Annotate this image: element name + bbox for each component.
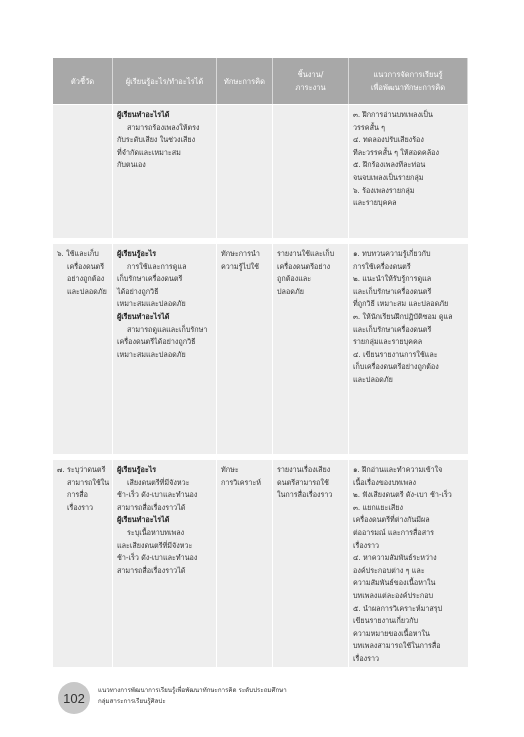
header-thinking-skill	[217, 58, 273, 104]
thinking-skill-cell	[217, 454, 273, 667]
header-text: ทักษะการคิด	[223, 76, 266, 86]
cell-text: รายกลุ่มและรายบุคคล	[353, 337, 423, 347]
cell-text: ๒. แนะนำให้รับรู้การดูแล	[353, 274, 432, 284]
cell-text: ๕. นำผลการวิเคราะห์มาสรุป	[353, 603, 443, 613]
cell-text: ทักษะ	[221, 465, 239, 474]
cell-text: บทเพลงแต่ละองค์ประกอบ	[353, 590, 434, 600]
cell-text: ได้อย่างถูกวิธี	[117, 286, 159, 296]
header-indicator	[53, 58, 113, 104]
indicator-cell	[53, 104, 113, 238]
cell-text: ทักษะการนำ	[221, 249, 260, 258]
cell-text: ความสัมพันธ์ของเนื้อหาใน	[353, 578, 436, 588]
thinking-skill-cell	[217, 238, 273, 454]
cell-text: เครื่องดนตรีได้อย่างถูกวิธี	[117, 337, 196, 347]
cell-text: กับตนเอง	[117, 160, 146, 170]
cell-text: ๓. แยกแยะเสียง	[353, 502, 403, 512]
footer-line-1: แนวทางการพัฒนาการเรียนรู้เพื่อพัฒนาทักษะการคิด ระดับประถมศึกษา	[98, 687, 287, 694]
cell-text: สามารถดูแลและเก็บรักษา	[127, 324, 208, 334]
cell-text: เครื่องดนตรี	[67, 261, 105, 271]
cell-text: วรรคสั้น ๆ	[353, 122, 386, 132]
header-text: แนวการจัดการเรียนรู้	[373, 70, 443, 79]
header-text: ชิ้นงาน/	[297, 70, 324, 79]
cell-text: กับระดับเสียง ในช่วงเสียง	[117, 135, 196, 145]
cell-text: ในการสื่อเรื่องราว	[277, 490, 333, 500]
cell-text: การใช้และการดูแล	[127, 261, 187, 271]
approach-cell	[349, 238, 468, 454]
cell-text: ผู้เรียนรู้อะไร	[117, 465, 157, 474]
work-cell	[273, 238, 349, 454]
cell-text: เครื่องดนตรีที่ต่างกันมีผล	[353, 515, 430, 525]
cell-text: การใช้เครื่องดนตรี	[353, 261, 411, 271]
curriculum-table	[53, 58, 468, 667]
indicator-cell	[53, 454, 113, 667]
cell-text: และรายบุคคล	[353, 198, 397, 208]
cell-text: อย่างถูกต้อง	[67, 274, 105, 284]
cell-text: สามารถสื่อเรื่องราวได้	[117, 565, 186, 575]
cell-text: เหมาะสมและปลอดภัย	[117, 299, 186, 309]
cell-text: ๓. ให้นักเรียนฝึกปฏิบัติซอม ดูแล	[353, 311, 453, 321]
header-text: ภาระงาน	[295, 83, 326, 92]
header-learning	[113, 58, 217, 104]
cell-text: ที่จำกัดและเหมาะสม	[117, 147, 181, 157]
cell-text: รายงานเรื่องเสียง	[277, 465, 331, 474]
cell-text: ทีละวรรคสั้น ๆ ให้สอดคล้อง	[353, 147, 439, 157]
work-cell	[273, 454, 349, 667]
cell-text: ผู้เรียนทำอะไรได้	[117, 110, 170, 119]
cell-text: บทเพลงสามารถใช้ในการสื่อ	[353, 641, 441, 651]
cell-text: เรื่องราว	[67, 502, 94, 512]
cell-text: เหมาะสมและปลอดภัย	[117, 349, 186, 359]
learning-cell	[113, 238, 217, 454]
cell-text: ผู้เรียนรู้อะไร	[117, 249, 157, 258]
cell-text: และปลอดภัย	[67, 286, 107, 296]
cell-text: และเสียงดนตรีที่มีจังหวะ	[117, 540, 193, 550]
cell-text: ๔. หาความสัมพันธ์ระหว่าง	[353, 553, 437, 563]
indicator-cell	[53, 238, 113, 454]
cell-text: เครื่องดนตรีอย่าง	[277, 261, 331, 271]
learning-cell	[113, 454, 217, 667]
cell-text: จนจบเพลงเป็นรายกลุ่ม	[353, 172, 424, 182]
page-number-badge	[58, 682, 90, 714]
cell-text: เขียนรายงานเกี่ยวกับ	[353, 616, 419, 626]
cell-text: สามารถร้องเพลงให้ตรง	[127, 122, 200, 132]
cell-text: การวิเคราะห์	[221, 477, 262, 487]
cell-text: ดนตรีสามารถใช้	[277, 477, 329, 487]
cell-text: ๑. ฝึกอ่านและทำความเข้าใจ	[353, 465, 443, 474]
thinking-skill-cell	[217, 104, 273, 238]
cell-text: ผู้เรียนทำอะไรได้	[117, 515, 170, 525]
header-approach	[349, 58, 468, 104]
cell-text: เรื่องราว	[353, 540, 380, 550]
cell-text: การสื่อ	[67, 490, 88, 500]
cell-text: ๖. ใช้และเก็บ	[57, 249, 99, 258]
cell-text: ๑. ทบทวนความรู้เกี่ยวกับ	[353, 249, 431, 258]
cell-text: ๒. ฟังเสียงดนตรี ดัง-เบา ช้า-เร็ว	[353, 490, 452, 500]
header-text: ตัวชี้วัด	[70, 76, 95, 86]
cell-text: ต่ออารมณ์ และการสื่อสาร	[353, 527, 435, 537]
cell-text: ช้า-เร็ว ดัง-เบาและทำนอง	[117, 490, 198, 500]
cell-text: ๓. ฝึกการอ่านบทเพลงเป็น	[353, 110, 433, 119]
cell-text: รายงานใช้และเก็บ	[277, 249, 335, 258]
cell-text: ที่ถูกวิธี เหมาะสม และปลอดภัย	[353, 299, 449, 309]
cell-text: ถูกต้องและ	[277, 274, 312, 284]
cell-text: ๔. เขียนรายงานการใช้และ	[353, 349, 438, 359]
cell-text: ปลอดภัย	[277, 286, 304, 296]
cell-text: ๔. ทดลองปรับเสียงร้อง	[353, 135, 424, 145]
cell-text: สามารถสื่อเรื่องราวได้	[117, 502, 186, 512]
header-work	[273, 58, 349, 104]
learning-cell	[113, 104, 217, 238]
header-text: ผู้เรียนรู้อะไร/ทำอะไรได้	[125, 76, 204, 86]
cell-text: และเก็บรักษาเครื่องดนตรี	[353, 324, 432, 334]
cell-text: องค์ประกอบต่าง ๆ และ	[353, 565, 425, 575]
cell-text: ๖. ร้องเพลงรายกลุ่ม	[353, 185, 415, 195]
cell-text: สามารถใช้ใน	[67, 477, 110, 487]
cell-text: ช้า-เร็ว ดัง-เบาและทำนอง	[117, 553, 198, 563]
cell-text: เก็บรักษาเครื่องดนตรี	[117, 274, 183, 284]
approach-cell	[349, 104, 468, 238]
cell-text: เนื้อเรื่องของบทเพลง	[353, 477, 416, 487]
approach-cell	[349, 454, 468, 667]
table-grid	[53, 58, 468, 667]
cell-text: เรื่องราว	[353, 653, 380, 663]
footer	[98, 685, 428, 707]
work-cell	[273, 104, 349, 238]
page-number: 102	[63, 690, 85, 706]
cell-text: ความหมายของเนื้อหาใน	[353, 628, 430, 638]
cell-text: และเก็บรักษาเครื่องดนตรี	[353, 286, 432, 296]
cell-text: ความรู้ไปใช้	[221, 261, 260, 271]
cell-text: เก็บเครื่องดนตรีอย่างถูกต้อง	[353, 362, 439, 372]
cell-text: ๗. ระบุว่าดนตรี	[57, 465, 106, 474]
header-text: เพื่อพัฒนาทักษะการคิด	[370, 83, 446, 92]
cell-text: ผู้เรียนทำอะไรได้	[117, 311, 170, 321]
cell-text: และปลอดภัย	[353, 374, 393, 384]
cell-text: ระบุเนื้อหาบทเพลง	[127, 527, 185, 537]
cell-text: เสียงดนตรีที่มีจังหวะ	[127, 477, 190, 487]
footer-line-2: กลุ่มสาระการเรียนรู้ศิลปะ	[98, 698, 166, 705]
cell-text: ๕. ฝึกร้องเพลงทีละท่อน	[353, 160, 426, 170]
